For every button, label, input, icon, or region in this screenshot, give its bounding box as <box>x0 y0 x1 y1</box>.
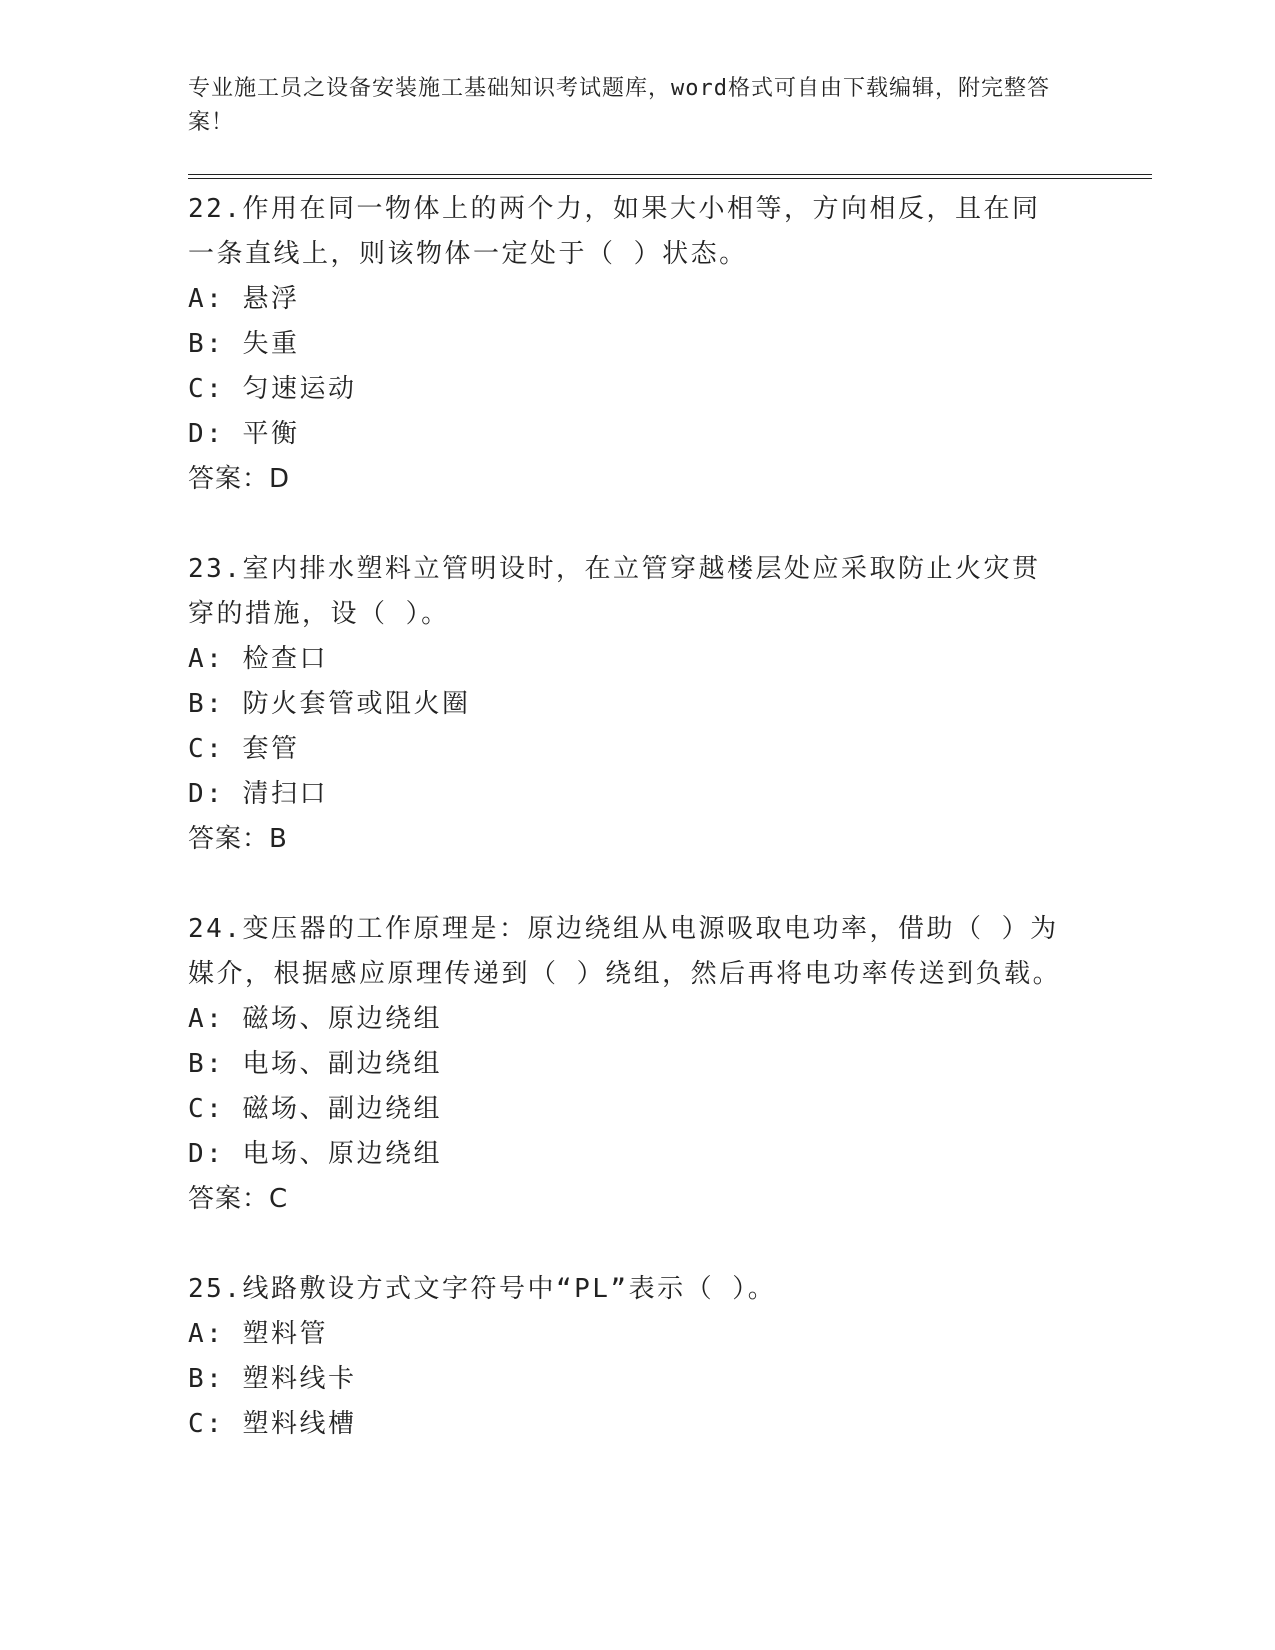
question-text: 22.作用在同一物体上的两个力，如果大小相等，方向相反，且在同一条直线上，则该物体一定处于（ ）状态。 <box>188 194 1041 269</box>
answer: 答案：B <box>188 824 288 854</box>
option-c: C: 匀速运动 <box>188 374 357 404</box>
question-text: 23.室内排水塑料立管明设时，在立管穿越楼层处应采取防止火灾贯穿的措施，设（ ）。 <box>188 554 1041 629</box>
document-header: 专业施工员之设备安装施工基础知识考试题库，word格式可自由下载编辑，附完整答案！ <box>188 76 1050 135</box>
option-d: D: 电场、原边绕组 <box>188 1139 442 1169</box>
document-page <box>188 72 1178 1439</box>
option-b: B: 防火套管或阻火圈 <box>188 689 471 719</box>
answer: 答案：D <box>188 464 291 494</box>
question-list <box>188 187 1152 1492</box>
question-text: 25.线路敷设方式文字符号中“PL”表示（ ）。 <box>188 1274 777 1304</box>
option-a: A: 检查口 <box>188 644 328 674</box>
question-24 <box>188 907 1152 1222</box>
option-b: B: 电场、副边绕组 <box>188 1049 442 1079</box>
option-c: C: 套管 <box>188 734 300 764</box>
header-double-rule <box>188 174 1152 179</box>
option-a: A: 塑料管 <box>188 1319 328 1349</box>
question-text: 24.变压器的工作原理是：原边绕组从电源吸取电功率，借助（ ）为媒介，根据感应原理传递到（ ）绕组，然后再将电功率传送到负载。 <box>188 914 1062 989</box>
question-23 <box>188 547 1152 862</box>
option-d: D: 平衡 <box>188 419 300 449</box>
option-b: B: 塑料线卡 <box>188 1364 357 1394</box>
option-a: A: 磁场、原边绕组 <box>188 1004 442 1034</box>
answer: 答案：C <box>188 1184 289 1214</box>
option-b: B: 失重 <box>188 329 300 359</box>
option-c: C: 磁场、副边绕组 <box>188 1094 442 1124</box>
question-25 <box>188 1267 1152 1447</box>
option-d: D: 清扫口 <box>188 779 328 809</box>
option-c: C: 塑料线槽 <box>188 1409 357 1439</box>
option-a: A: 悬浮 <box>188 284 300 314</box>
question-22 <box>188 187 1152 502</box>
